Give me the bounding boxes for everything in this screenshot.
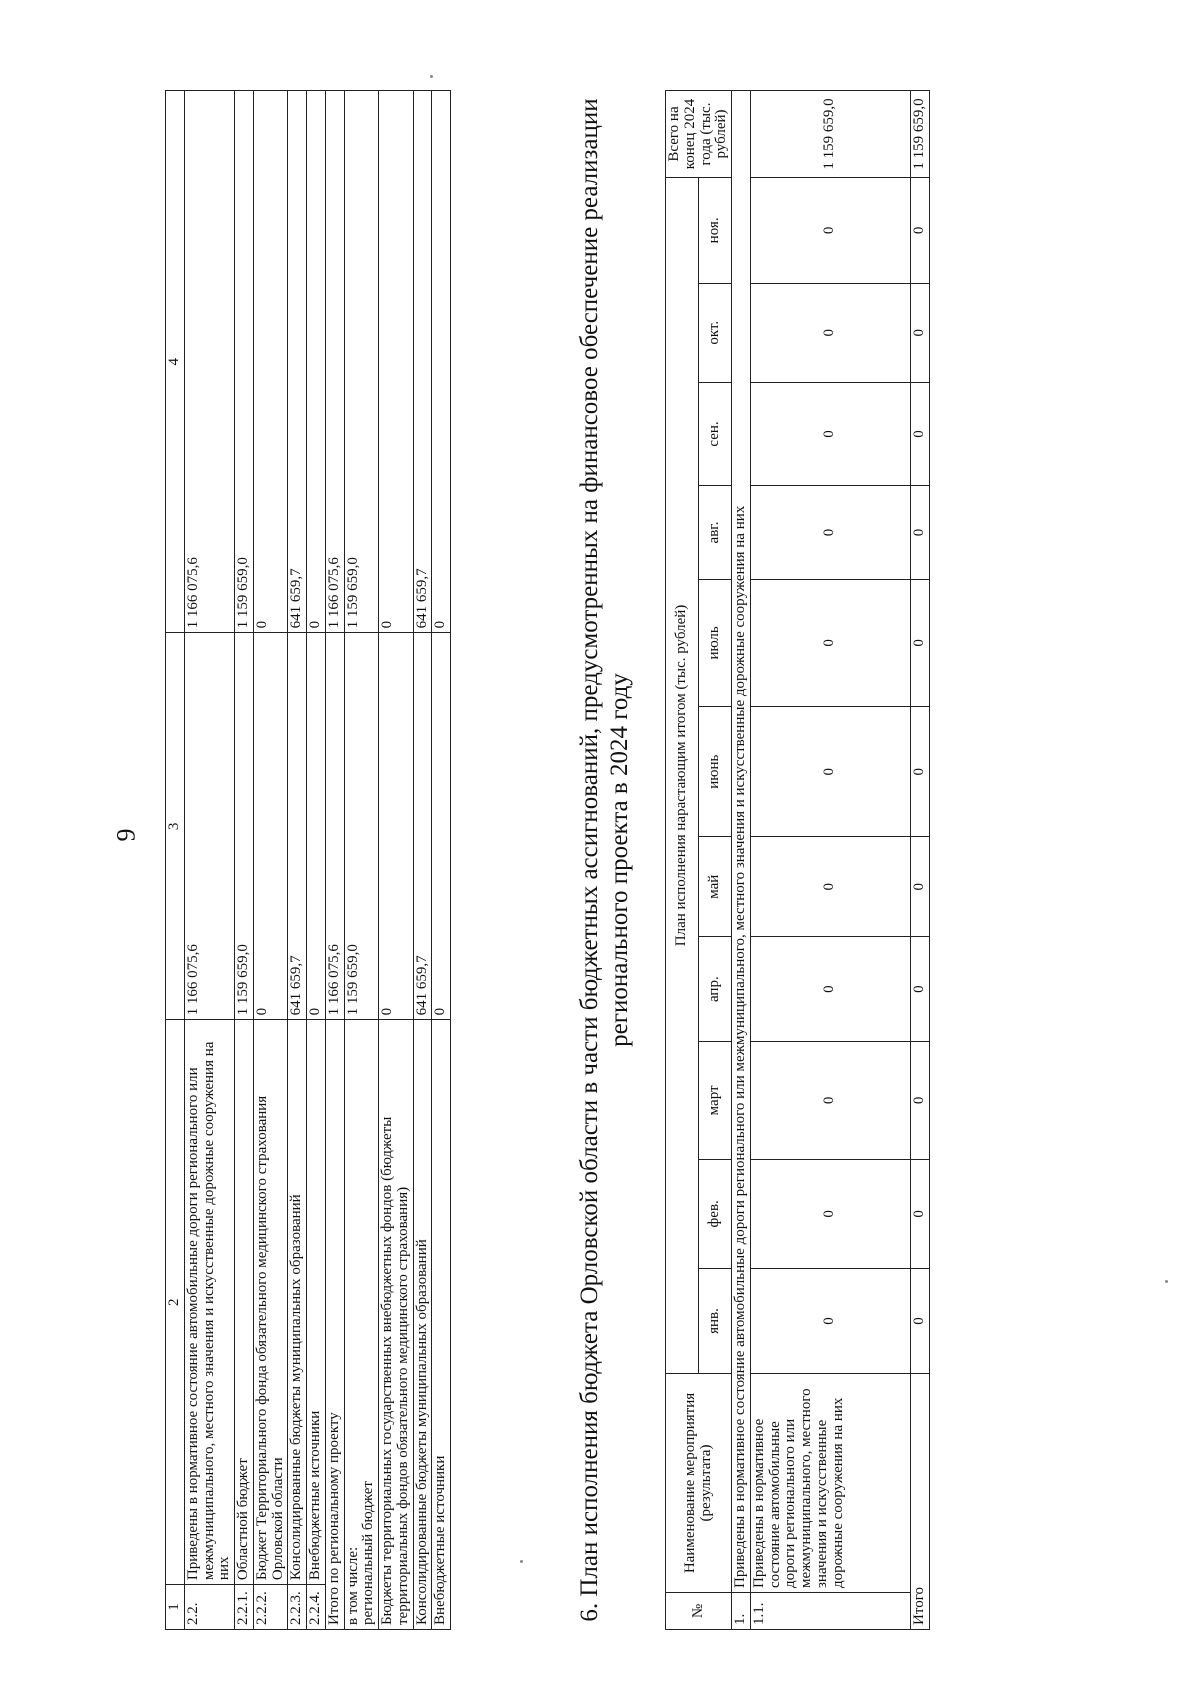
summary-row: [325, 91, 344, 1630]
header-cell: 2: [166, 1020, 185, 1585]
month-value: 0: [910, 937, 929, 1042]
table-row: [253, 91, 288, 1630]
month-value: 0: [750, 707, 910, 837]
summary-row: [413, 91, 432, 1630]
item-number: 1.1.: [750, 1593, 910, 1630]
summary-value: 1 159 659,0: [344, 91, 379, 633]
month-header: сен.: [699, 382, 732, 486]
budget-execution-plan-table: [665, 90, 930, 1630]
summary-name: Внебюджетные источники: [432, 1020, 451, 1630]
row-name: Бюджет Территориального фонда обязательного медицинского страхования Орловской области: [253, 1020, 288, 1585]
row-number: 2.2.1.: [235, 1585, 254, 1630]
row-value: 1 166 075,6: [184, 633, 234, 1020]
scan-speck: [1165, 1280, 1168, 1283]
table-row: [184, 91, 234, 1630]
row-value: 0: [253, 91, 288, 633]
month-value: 0: [750, 1042, 910, 1160]
month-value: 0: [750, 579, 910, 706]
table-header-row: [666, 91, 699, 1630]
rotated-page-content: [165, 60, 1085, 1630]
header-total: Всего на конец 2024 года (тыс. рублей): [666, 91, 732, 178]
month-header: март: [699, 1042, 732, 1160]
scan-speck: [520, 1560, 523, 1563]
header-cell: 1: [166, 1585, 185, 1630]
summary-value: 1 166 075,6: [325, 91, 344, 633]
total-label: Итого: [910, 1374, 929, 1630]
row-name: Областной бюджет: [235, 1020, 254, 1585]
summary-value: 641 659,7: [413, 633, 432, 1020]
row-number: 2.2.: [184, 1585, 234, 1630]
summary-value: 0: [432, 91, 451, 633]
month-value: 0: [910, 1269, 929, 1374]
summary-name: Бюджеты территориальных государственных внебюджетных фондов (бюджеты территориальных фондов обязательного медицинского страхования): [379, 1020, 414, 1630]
month-value: 0: [910, 579, 929, 706]
month-value: 0: [910, 1042, 929, 1160]
row-number: 2.2.2.: [253, 1585, 288, 1630]
summary-value: 0: [379, 633, 414, 1020]
total-value: 1 159 659,0: [910, 91, 929, 178]
row-number: 2.2.4.: [307, 1585, 326, 1630]
total-value: 1 159 659,0: [750, 91, 910, 178]
section-title: 6. План исполнения бюджета Орловской области в части бюджетных ассигнований, предусмотренных на финансовое обеспечение реализации регионального проекта в 2024 году: [576, 98, 633, 1622]
header-cell: 4: [166, 91, 185, 633]
summary-value: 641 659,7: [413, 91, 432, 633]
summary-name: Консолидированные бюджеты муниципальных образований: [413, 1020, 432, 1630]
row-value: 1 159 659,0: [235, 91, 254, 633]
summary-name: в том числе: региональный бюджет: [344, 1020, 379, 1630]
month-value: 0: [910, 837, 929, 937]
month-value: 0: [910, 382, 929, 486]
table-header-row: [166, 91, 185, 1630]
month-value: 0: [910, 1159, 929, 1268]
month-value: 0: [910, 707, 929, 837]
summary-row: [344, 91, 379, 1630]
month-value: 0: [750, 1269, 910, 1374]
page-number: 9: [111, 828, 141, 842]
total-row: [910, 91, 929, 1630]
row-value: 0: [307, 633, 326, 1020]
summary-value: 1 159 659,0: [344, 633, 379, 1020]
month-header: фев.: [699, 1159, 732, 1268]
row-number: 2.2.3.: [288, 1585, 307, 1630]
row-value: 641 659,7: [288, 91, 307, 633]
group-number: 1.: [732, 1593, 751, 1630]
summary-value: 0: [432, 633, 451, 1020]
month-header: апр.: [699, 937, 732, 1042]
header-name: Наименование мероприятия (результата): [666, 1374, 732, 1593]
month-value: 0: [750, 937, 910, 1042]
scan-speck: [430, 75, 433, 78]
header-number: №: [666, 1593, 732, 1630]
row-value: 1 159 659,0: [235, 633, 254, 1020]
item-row: [750, 91, 910, 1630]
row-value: 0: [307, 91, 326, 633]
summary-value: 0: [379, 91, 414, 633]
month-header: ноя.: [699, 178, 732, 284]
budget-sources-table: [165, 90, 451, 1630]
table-row: [235, 91, 254, 1630]
row-name: Приведены в нормативное состояние автомобильные дороги регионального или межмуниципального, местного значения и искусственные дорожные сооружения на них: [184, 1020, 234, 1585]
month-value: 0: [910, 283, 929, 382]
row-value: 1 166 075,6: [184, 91, 234, 633]
month-value: 0: [750, 486, 910, 579]
month-header: янв.: [699, 1269, 732, 1374]
month-header: июль: [699, 579, 732, 706]
month-header: июнь: [699, 707, 732, 837]
month-value: 0: [750, 1159, 910, 1268]
month-value: 0: [750, 283, 910, 382]
row-name: Внебюджетные источники: [307, 1020, 326, 1585]
item-name: Приведены в нормативное состояние автомобильные дороги регионального или межмуниципального, местного значения и искусственные дорожные сооружения на них: [750, 1374, 910, 1593]
group-row: [732, 91, 751, 1630]
header-cell: 3: [166, 633, 185, 1020]
row-name: Консолидированные бюджеты муниципальных образований: [288, 1020, 307, 1585]
summary-value: 1 166 075,6: [325, 633, 344, 1020]
header-plan: План исполнения нарастающим итогом (тыс. рублей): [666, 178, 699, 1374]
month-value: 0: [750, 382, 910, 486]
month-value: 0: [750, 837, 910, 937]
table-row: [307, 91, 326, 1630]
row-value: 641 659,7: [288, 633, 307, 1020]
summary-name: Итого по региональному проекту: [325, 1020, 344, 1630]
month-value: 0: [910, 486, 929, 579]
month-header: май: [699, 837, 732, 937]
month-header: авг.: [699, 486, 732, 579]
summary-row: [379, 91, 414, 1630]
month-header: окт.: [699, 283, 732, 382]
month-value: 0: [750, 178, 910, 284]
group-text: Приведены в нормативное состояние автомобильные дороги регионального или межмуниципального, местного значения и искусственные дорожные сооружения на них: [732, 91, 751, 1593]
summary-row: [432, 91, 451, 1630]
row-value: 0: [253, 633, 288, 1020]
table-row: [288, 91, 307, 1630]
month-value: 0: [910, 178, 929, 284]
